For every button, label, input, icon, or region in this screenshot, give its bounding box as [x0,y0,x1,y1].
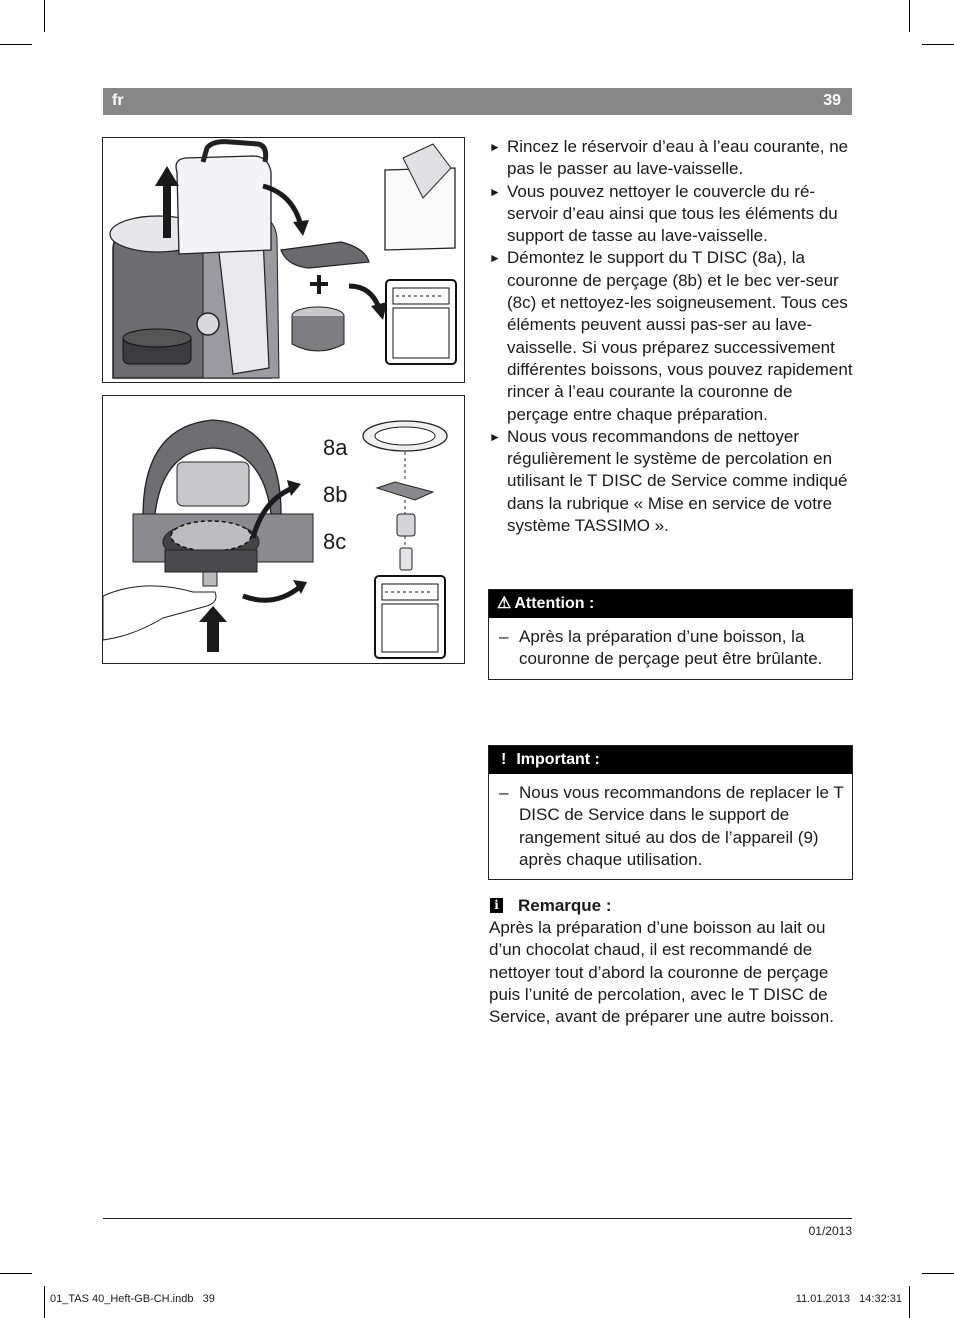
label-8b: 8b [323,482,348,507]
figure-brewing-unit-parts [102,395,465,664]
label-8a: 8a [323,435,348,460]
instruction-item: ► Nous vous recommandons de nettoyer régulièrement le système de percolation en utilisant le T DISC de Service comme indiqué dans la rubrique « Mise en service de votre système TASSIMO ». [489,426,848,536]
dash-marker: – [499,783,509,802]
bullet-arrow-icon: ► [489,140,501,154]
dash-marker: – [499,627,509,646]
crop-mark [922,1273,954,1274]
bullet-arrow-icon: ► [489,251,501,266]
remark-text: Après la préparation d’une boisson au lait ou d’un chocolat chaud, il est recommandé de nettoyer tout d’abord la couronne de perçage puis l’unité de percolation, avec le T DISC de Service, avant de préparer une autre boisson. [489,918,834,1027]
crop-mark [44,1286,45,1318]
instruction-item: ► Vous pouvez nettoyer le couvercle du ré-servoir d’eau ainsi que tous les éléments du support de tasse au lave-vaisselle. [489,181,838,246]
crop-mark [0,44,32,45]
attention-box [488,589,853,680]
attention-header: ⚠ Attention : [489,590,852,618]
footer-date: 01/2013 [808,1224,852,1238]
instruction-list [489,136,854,537]
important-body: – Nous vous recommandons de replacer le T DISC de Service dans le support de rangement situé au dos de l’appareil (9) après chaque utilisation. [499,783,844,869]
remark-section [489,895,851,1028]
info-icon: i [490,898,503,913]
page-number: 39 [823,92,841,109]
remark-header: i Remarque : [489,895,851,917]
label-8c: 8c [323,529,347,554]
crop-mark [922,44,954,45]
exclamation-icon: ! [501,751,507,768]
instruction-item: ► Rincez le réservoir d’eau à l’eau courante, ne pas le passer au lave-vaisselle. [489,137,849,179]
crop-mark [909,1286,910,1318]
figure-cleaning-overview [102,137,465,383]
instruction-item: ► Démontez le support du T DISC (8a), la couronne de perçage (8b) et le bec ver-seur (8c) et nettoyez-les soigneusement. Tous ces éléments peuvent aussi pas-ser au lave-vaisselle. Si vous préparez successivement différentes boissons, vous pouvez rapidement rincer à l’eau courante la couronne de perçage entre chaque préparation. [489,248,853,424]
bullet-arrow-icon: ► [489,429,501,444]
slug-timestamp: 11.01.2013 14:32:31 [795,1293,902,1305]
warning-triangle-icon: ⚠ [497,595,512,612]
important-header: ! Important : [489,746,852,774]
important-box [488,745,853,880]
attention-body: – Après la préparation d’une boisson, la couronne de perçage peut être brûlante. [499,627,823,669]
footer-rule [103,1218,852,1219]
bullet-arrow-icon: ► [489,184,501,199]
crop-mark [909,0,910,32]
language-code: fr [112,92,124,109]
page-header [103,88,852,115]
crop-mark [44,0,45,32]
crop-mark [0,1273,32,1274]
slug-file: 01_TAS 40_Heft-GB-CH.indb 39 [50,1293,215,1305]
